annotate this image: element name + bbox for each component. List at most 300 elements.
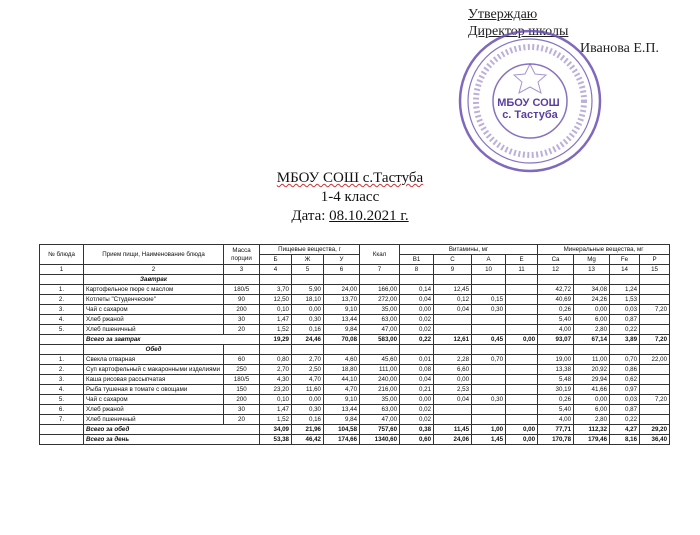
total-value: 29,20: [640, 425, 670, 435]
total-value: 53,38: [260, 435, 292, 445]
school-name: МБОУ СОШ с.Тастуба: [276, 170, 424, 186]
table-cell: [506, 365, 538, 375]
table-cell: [224, 275, 260, 285]
table-row: [40, 365, 670, 375]
total-value: 11,45: [434, 425, 472, 435]
table-cell: 1,52: [260, 325, 292, 335]
table-cell: [472, 415, 506, 425]
table-cell: 2.: [40, 295, 84, 305]
table-cell: 4.: [40, 385, 84, 395]
table-cell: 180/5: [224, 375, 260, 385]
table-cell: [472, 405, 506, 415]
lunch-total-row: [40, 425, 670, 435]
column-number: 15: [640, 265, 670, 275]
column-number: 9: [434, 265, 472, 275]
table-cell: 35,00: [360, 395, 400, 405]
lunch-section-title: Обед: [84, 345, 224, 355]
table-cell: 0,02: [400, 325, 434, 335]
table-cell: 0,86: [610, 365, 640, 375]
total-value: 104,58: [324, 425, 360, 435]
table-cell: 1,53: [610, 295, 640, 305]
table-cell: [506, 325, 538, 335]
table-row: [40, 315, 670, 325]
table-cell: 0,08: [400, 365, 434, 375]
total-value: 0,00: [506, 425, 538, 435]
table-cell: 9,10: [324, 395, 360, 405]
dish-name: Чай с сахаром: [84, 305, 224, 315]
total-value: 1,00: [472, 425, 506, 435]
column-number: 3: [224, 265, 260, 275]
table-cell: 0,16: [292, 415, 324, 425]
table-cell: [610, 345, 640, 355]
table-cell: 30: [224, 315, 260, 325]
dish-name: Хлеб ржаной: [84, 405, 224, 415]
table-cell: 0,97: [610, 385, 640, 395]
table-cell: 13,44: [324, 315, 360, 325]
approval-title: Утверждаю: [468, 7, 538, 22]
total-value: 19,29: [260, 335, 292, 345]
table-cell: 0,02: [400, 315, 434, 325]
date-value: 08.10.2021 г.: [329, 208, 409, 224]
table-cell: [538, 275, 574, 285]
table-cell: 240,00: [360, 375, 400, 385]
header-dish: Прием пищи, Наименование блюда: [84, 245, 224, 265]
table-cell: 29,94: [574, 375, 610, 385]
header-ca: Ca: [538, 255, 574, 265]
table-cell: [538, 345, 574, 355]
table-cell: 200: [224, 305, 260, 315]
table-cell: 4,70: [324, 385, 360, 395]
total-value: 0,22: [400, 335, 434, 345]
table-cell: [472, 345, 506, 355]
table-cell: [506, 355, 538, 365]
total-value: 70,08: [324, 335, 360, 345]
table-cell: [640, 405, 670, 415]
header-zh: Ж: [292, 255, 324, 265]
column-number: 11: [506, 265, 538, 275]
table-cell: 4,60: [324, 355, 360, 365]
table-cell: [434, 405, 472, 415]
header-mass: Масса порции: [224, 245, 260, 265]
table-cell: 9,84: [324, 325, 360, 335]
table-cell: 3,70: [260, 285, 292, 295]
table-cell: 42,72: [538, 285, 574, 295]
table-cell: [640, 295, 670, 305]
lunch-section-row: [40, 345, 670, 355]
total-value: 12,61: [434, 335, 472, 345]
table-cell: 60: [224, 355, 260, 365]
table-cell: [506, 345, 538, 355]
table-cell: 11,00: [574, 355, 610, 365]
total-value: 24,46: [292, 335, 324, 345]
table-cell: 3.: [40, 375, 84, 385]
table-cell: 0,26: [538, 305, 574, 315]
table-cell: [472, 275, 506, 285]
total-value: 170,78: [538, 435, 574, 445]
table-cell: 4,00: [538, 325, 574, 335]
table-cell: 11,60: [292, 385, 324, 395]
dish-name: Хлеб пшеничный: [84, 325, 224, 335]
table-cell: [40, 275, 84, 285]
table-cell: [640, 315, 670, 325]
table-cell: [574, 345, 610, 355]
table-cell: [610, 275, 640, 285]
table-cell: 0,30: [292, 315, 324, 325]
table-cell: 7,20: [640, 395, 670, 405]
total-value: 3,89: [610, 335, 640, 345]
table-cell: [506, 275, 538, 285]
header-nutrients: Пищевые вещества, г: [260, 245, 360, 255]
table-cell: [640, 275, 670, 285]
dish-name: Картофельное пюре с маслом: [84, 285, 224, 295]
column-number: 4: [260, 265, 292, 275]
table-cell: 13,44: [324, 405, 360, 415]
table-cell: 24,26: [574, 295, 610, 305]
column-number: 14: [610, 265, 640, 275]
table-cell: [400, 275, 434, 285]
table-cell: [472, 375, 506, 385]
table-cell: [640, 385, 670, 395]
table-cell: [292, 275, 324, 285]
table-cell: 0,16: [292, 325, 324, 335]
table-cell: [506, 415, 538, 425]
table-cell: [640, 325, 670, 335]
table-cell: 0,00: [400, 305, 434, 315]
total-value: 24,06: [434, 435, 472, 445]
table-cell: 0,14: [400, 285, 434, 295]
table-cell: 0,03: [610, 305, 640, 315]
table-cell: 2,70: [260, 365, 292, 375]
table-cell: 200: [224, 395, 260, 405]
total-value: 4,27: [610, 425, 640, 435]
table-cell: 20,92: [574, 365, 610, 375]
table-cell: 0,04: [434, 305, 472, 315]
table-cell: 47,00: [360, 325, 400, 335]
total-label: Всего за обед: [84, 425, 260, 435]
table-cell: [260, 345, 292, 355]
table-cell: 19,00: [538, 355, 574, 365]
table-cell: 63,00: [360, 315, 400, 325]
total-value: 67,14: [574, 335, 610, 345]
total-value: 0,60: [400, 435, 434, 445]
table-cell: [472, 365, 506, 375]
header-a: А: [472, 255, 506, 265]
header-kcal: Ккал: [360, 245, 400, 265]
table-cell: 0,22: [610, 415, 640, 425]
table-cell: 3.: [40, 305, 84, 315]
table-cell: 9,10: [324, 305, 360, 315]
table-cell: 2,28: [434, 355, 472, 365]
table-cell: [434, 415, 472, 425]
table-row: [40, 305, 670, 315]
table-cell: 47,00: [360, 415, 400, 425]
header-vitamins: Витамины, мг: [400, 245, 538, 255]
table-cell: [640, 415, 670, 425]
dish-name: Чай с сахаром: [84, 395, 224, 405]
table-cell: 5,40: [538, 405, 574, 415]
dish-name: Каша рисовая рассыпчатая: [84, 375, 224, 385]
header-minerals: Минеральные вещества, мг: [538, 245, 670, 255]
table-cell: [434, 315, 472, 325]
table-cell: 0,00: [292, 305, 324, 315]
total-value: 77,71: [538, 425, 574, 435]
total-value: 46,42: [292, 435, 324, 445]
table-cell: 166,00: [360, 285, 400, 295]
table-cell: 0,10: [260, 305, 292, 315]
table-cell: 0,04: [434, 395, 472, 405]
table-cell: 4,00: [538, 415, 574, 425]
table-cell: 180/5: [224, 285, 260, 295]
table-cell: 6,00: [574, 315, 610, 325]
table-cell: 4,70: [292, 375, 324, 385]
table-cell: 18,80: [324, 365, 360, 375]
table-cell: [506, 385, 538, 395]
table-cell: [434, 345, 472, 355]
table-cell: 5.: [40, 325, 84, 335]
table-cell: 13,38: [538, 365, 574, 375]
table-cell: 35,00: [360, 305, 400, 315]
table-cell: 0,00: [434, 375, 472, 385]
header-mg: Mg: [574, 255, 610, 265]
table-cell: 41,66: [574, 385, 610, 395]
table-cell: 4.: [40, 315, 84, 325]
table-cell: [40, 345, 84, 355]
table-cell: 0,87: [610, 405, 640, 415]
table-cell: [640, 345, 670, 355]
table-cell: 23,20: [260, 385, 292, 395]
table-cell: [506, 395, 538, 405]
table-row: [40, 415, 670, 425]
table-cell: [324, 345, 360, 355]
table-cell: 6,60: [434, 365, 472, 375]
breakfast-section-title: Завтрак: [84, 275, 224, 285]
total-value: 0,38: [400, 425, 434, 435]
dish-name: Свекла отварная: [84, 355, 224, 365]
table-cell: 0,02: [400, 405, 434, 415]
table-cell: 7,20: [640, 305, 670, 315]
stamp-text: МБОУ СОШ с. Тастуба: [497, 97, 560, 121]
table-cell: 63,00: [360, 405, 400, 415]
table-cell: 0,62: [610, 375, 640, 385]
table-cell: [506, 375, 538, 385]
table-row: [40, 385, 670, 395]
table-cell: [40, 335, 84, 345]
table-cell: [40, 425, 84, 435]
table-row: [40, 295, 670, 305]
dish-name: Котлеты "Студенческие": [84, 295, 224, 305]
breakfast-total-row: [40, 335, 670, 345]
table-cell: 216,00: [360, 385, 400, 395]
table-cell: 20: [224, 325, 260, 335]
table-cell: [506, 315, 538, 325]
table-cell: 90: [224, 295, 260, 305]
table-cell: 6,00: [574, 405, 610, 415]
table-cell: [434, 325, 472, 335]
table-cell: 0,70: [472, 355, 506, 365]
table-cell: 30,19: [538, 385, 574, 395]
total-label: Всего за завтрак: [84, 335, 260, 345]
table-cell: [640, 365, 670, 375]
table-cell: 0,03: [610, 395, 640, 405]
column-number: 10: [472, 265, 506, 275]
table-cell: 0,02: [400, 415, 434, 425]
table-cell: 0,10: [260, 395, 292, 405]
table-cell: 0,00: [574, 395, 610, 405]
table-cell: 5,40: [538, 315, 574, 325]
header-b1: В1: [400, 255, 434, 265]
dish-name: Суп картофельный с макаронными изделиями: [84, 365, 224, 375]
table-cell: 6.: [40, 405, 84, 415]
total-value: 8,16: [610, 435, 640, 445]
column-number: 6: [324, 265, 360, 275]
column-number: 8: [400, 265, 434, 275]
table-cell: 1,47: [260, 405, 292, 415]
table-cell: [292, 345, 324, 355]
table-cell: [40, 435, 84, 445]
table-cell: 12,45: [434, 285, 472, 295]
table-cell: 272,00: [360, 295, 400, 305]
table-cell: [640, 375, 670, 385]
table-cell: 0,26: [538, 395, 574, 405]
table-cell: [324, 275, 360, 285]
table-row: [40, 405, 670, 415]
header-c: С: [434, 255, 472, 265]
table-cell: 0,30: [472, 305, 506, 315]
table-cell: 5,90: [292, 285, 324, 295]
table-cell: 0,04: [400, 375, 434, 385]
table-cell: 0,70: [610, 355, 640, 365]
table-cell: [506, 285, 538, 295]
approval-position: Директор школы: [468, 24, 569, 39]
school-stamp: [455, 26, 605, 176]
total-value: 93,07: [538, 335, 574, 345]
table-cell: 2,80: [574, 415, 610, 425]
table-cell: 0,30: [292, 405, 324, 415]
table-cell: 30: [224, 405, 260, 415]
total-value: 112,32: [574, 425, 610, 435]
table-cell: 150: [224, 385, 260, 395]
table-cell: [640, 285, 670, 295]
table-cell: [224, 345, 260, 355]
total-value: 34,09: [260, 425, 292, 435]
table-cell: 13,70: [324, 295, 360, 305]
total-value: 7,20: [640, 335, 670, 345]
table-cell: 0,00: [574, 305, 610, 315]
total-label: Всего за день: [84, 435, 260, 445]
table-cell: 1,47: [260, 315, 292, 325]
menu-table: [39, 244, 670, 445]
table-cell: 0,00: [292, 395, 324, 405]
total-value: 21,96: [292, 425, 324, 435]
table-cell: [434, 275, 472, 285]
date-line: [0, 207, 700, 226]
table-cell: [506, 305, 538, 315]
header-num: № блюда: [40, 245, 84, 265]
total-value: 1,45: [472, 435, 506, 445]
table-cell: [472, 315, 506, 325]
day-total-row: [40, 435, 670, 445]
table-cell: 7.: [40, 415, 84, 425]
table-cell: 2,50: [292, 365, 324, 375]
table-cell: 250: [224, 365, 260, 375]
approval-name: Иванова Е.П.: [580, 41, 660, 56]
table-cell: 12,50: [260, 295, 292, 305]
column-number: 7: [360, 265, 400, 275]
total-value: 0,00: [506, 435, 538, 445]
table-cell: 0,80: [260, 355, 292, 365]
table-row: [40, 375, 670, 385]
table-cell: 1,24: [610, 285, 640, 295]
table-cell: 2.: [40, 365, 84, 375]
table-cell: 2,80: [574, 325, 610, 335]
table-row: [40, 325, 670, 335]
table-cell: 1.: [40, 285, 84, 295]
table-cell: [260, 275, 292, 285]
table-cell: [506, 405, 538, 415]
header-fe: Fe: [610, 255, 640, 265]
dish-name: Рыба тушеная в томате с овощами: [84, 385, 224, 395]
total-value: 174,66: [324, 435, 360, 445]
column-number: 12: [538, 265, 574, 275]
column-number: 1: [40, 265, 84, 275]
table-cell: 0,01: [400, 355, 434, 365]
table-row: [40, 395, 670, 405]
table-cell: 1.: [40, 355, 84, 365]
table-cell: 22,00: [640, 355, 670, 365]
table-cell: [360, 345, 400, 355]
table-row: [40, 285, 670, 295]
table-cell: 0,00: [400, 395, 434, 405]
dish-name: Хлеб ржаной: [84, 315, 224, 325]
table-cell: 4,30: [260, 375, 292, 385]
table-cell: 0,12: [434, 295, 472, 305]
table-cell: [360, 275, 400, 285]
table-cell: 0,30: [472, 395, 506, 405]
column-number: 5: [292, 265, 324, 275]
table-cell: 5,48: [538, 375, 574, 385]
table-cell: 0,15: [472, 295, 506, 305]
table-cell: [400, 345, 434, 355]
table-row: [40, 355, 670, 365]
table-cell: 1,52: [260, 415, 292, 425]
table-cell: 24,00: [324, 285, 360, 295]
column-number: 13: [574, 265, 610, 275]
table-cell: 2,53: [434, 385, 472, 395]
table-cell: [472, 285, 506, 295]
date-label: Дата:: [291, 208, 326, 224]
table-cell: 111,00: [360, 365, 400, 375]
table-cell: 20: [224, 415, 260, 425]
header-u: У: [324, 255, 360, 265]
table-cell: 9,84: [324, 415, 360, 425]
total-value: 583,00: [360, 335, 400, 345]
total-value: 0,45: [472, 335, 506, 345]
total-value: 179,46: [574, 435, 610, 445]
column-number-row: [40, 265, 670, 275]
table-cell: 44,10: [324, 375, 360, 385]
table-cell: 2,70: [292, 355, 324, 365]
table-cell: 0,21: [400, 385, 434, 395]
total-value: 757,60: [360, 425, 400, 435]
header-e: Е: [506, 255, 538, 265]
table-cell: 0,87: [610, 315, 640, 325]
header-b: Б: [260, 255, 292, 265]
table-cell: 45,60: [360, 355, 400, 365]
total-value: 0,00: [506, 335, 538, 345]
table-cell: [472, 385, 506, 395]
breakfast-section-row: [40, 275, 670, 285]
table-cell: 5.: [40, 395, 84, 405]
